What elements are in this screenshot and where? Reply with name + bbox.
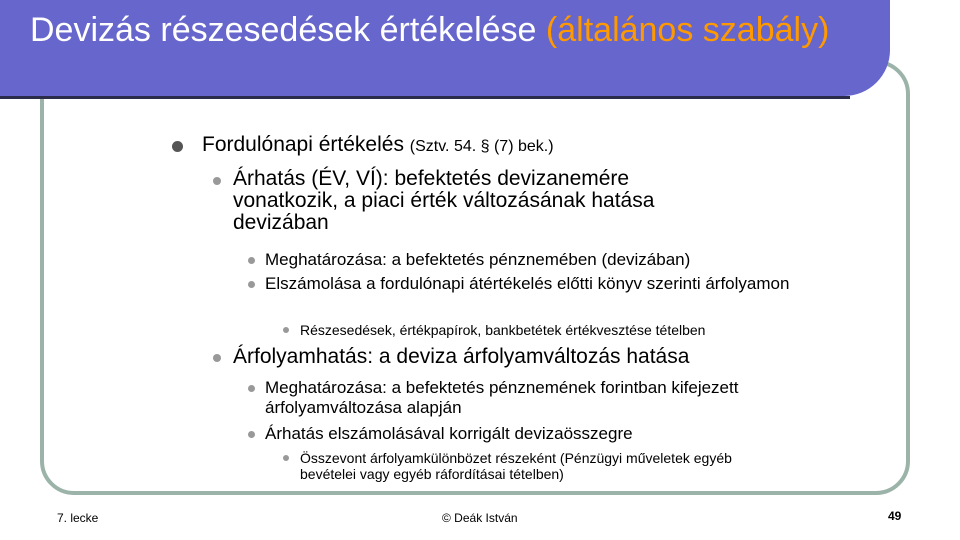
bullet-l2-icon bbox=[213, 177, 221, 185]
footer-author: © Deák István bbox=[442, 511, 518, 525]
bullet-l1-icon bbox=[172, 141, 183, 152]
point-arhatas: Árhatás (ÉV, VÍ): befektetés devizanemére vonatkozik, a piaci érték változásának hatása devizában bbox=[233, 167, 655, 234]
bullet-l4-icon bbox=[283, 327, 289, 333]
point-arfolyamhatas: Árfolyamhatás: a deviza árfolyamváltozás hatása bbox=[233, 345, 690, 368]
slide-number: 49 bbox=[888, 509, 902, 523]
slide-title-accent: (általános szabály) bbox=[545, 11, 830, 49]
bullet-l3-icon bbox=[248, 257, 255, 264]
bullet-l3-icon bbox=[248, 431, 255, 438]
point-fordulonapi bbox=[202, 133, 902, 159]
point-arfolyam-korrigalt: Árhatás elszámolásával korrigált devizaösszegre bbox=[265, 424, 633, 443]
bullet-l3-icon bbox=[248, 281, 255, 288]
point-arhatas-meghatarozasa: Meghatározása: a befektetés pénznemében (devizában) bbox=[265, 250, 691, 269]
slide-title-main: Devizás részesedések értékelése bbox=[30, 11, 546, 49]
footer-lecture: 7. lecke bbox=[57, 511, 99, 525]
point-fordulonapi-ref: (Sztv. 54. § (7) bek.) bbox=[409, 138, 554, 155]
point-arfolyam-korrigalt-detail: Összevont árfolyamkülönbözet részeként (Pénzügyi műveletek egyéb bevételei vagy egyéb ráfordításai tételben) bbox=[300, 450, 732, 482]
point-arhatas-elszamolasa: Elszámolása a fordulónapi átértékelés előtti könyv szerinti árfolyamon bbox=[265, 274, 790, 293]
bullet-l3-icon bbox=[248, 385, 255, 392]
point-arhatas-elszamolasa-detail: Részesedések, értékpapírok, bankbetétek értékvesztése tételben bbox=[300, 322, 706, 338]
bullet-l4-icon bbox=[283, 455, 289, 461]
point-fordulonapi-label: Fordulónapi értékelés bbox=[202, 133, 410, 156]
bullet-l2-icon bbox=[213, 354, 221, 362]
point-arfolyam-meghatarozasa: Meghatározása: a befektetés pénznemének forintban kifejezett árfolyamváltozása alapján bbox=[265, 378, 739, 417]
